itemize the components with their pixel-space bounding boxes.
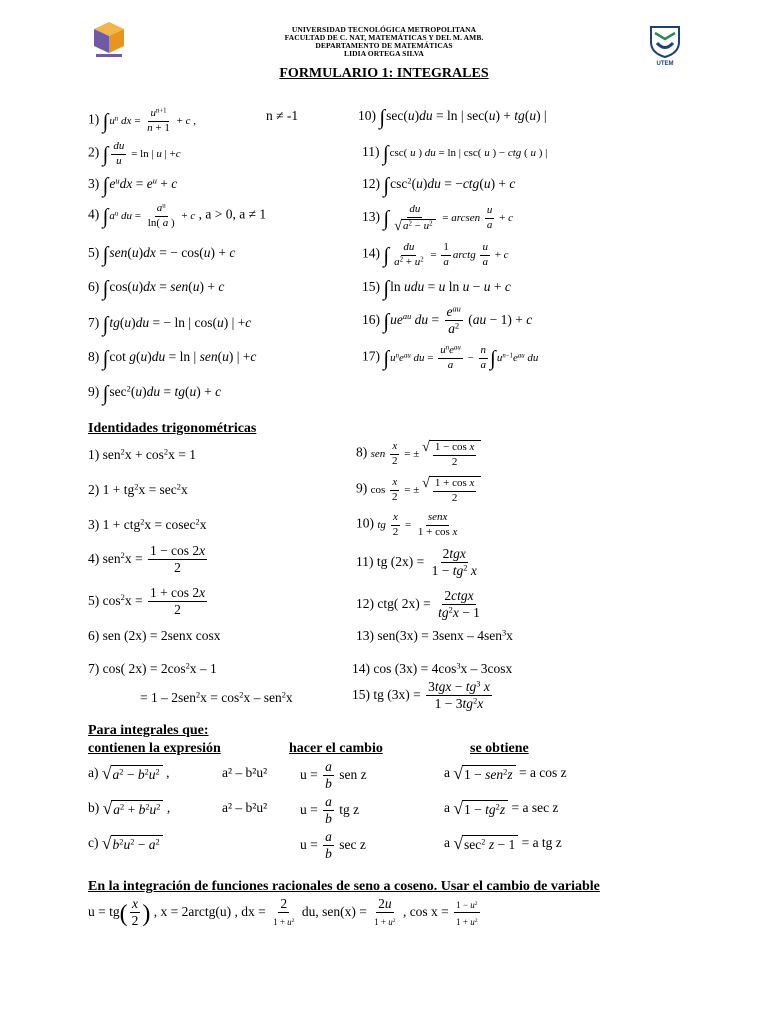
trig-5: 5) $\cos^2x$ = $\frac{1 + \cos 2x}{2}$ xyxy=(88,585,206,618)
subst-heading-4: se obtiene xyxy=(470,741,529,756)
subst-row-a-change: u = $\frac{a}{b}$ sen z xyxy=(300,759,367,792)
integral-16: 16) $\int ue^{au}$ du = $\frac{e^{au}}{a^2}$ (au − 1) + c xyxy=(362,304,533,337)
rational-heading: En la integración de funciones racionales de seno a coseno. Usar el cambio de variable xyxy=(88,879,600,894)
page-title: FORMULARIO 1: INTEGRALES xyxy=(279,66,489,81)
integral-7: 7) ∫tg(u)du = − ln | cos(u) | +c xyxy=(88,312,252,336)
integral-4-condition: , a > 0, a ≠ 1 xyxy=(198,206,267,222)
subst-row-a-expression: a) √ $a^2 - b^2u^2$ , xyxy=(88,763,170,783)
rational-substitution: u = tg( $\frac{x}{2}$ ) , x = 2arctg(u) , dx = $\frac{2}{1 + u^2}$ du, sen(x) = $\frac{2u}{1 + u^2}$ , cos x = $\frac{1 - u^2}{1 + u^2}$ xyxy=(88,896,478,929)
utem-logo-text: UTEM xyxy=(656,61,674,67)
subst-row-c-result: a √ $\sec^2 z - 1$ = a tg z xyxy=(444,833,562,853)
trig-heading: Identidades trigonométricas xyxy=(88,421,257,436)
integral-4: 4) $\int a^u$ du = $\frac{a^u}{\ln( a )}$ + c , a > 0, a ≠ 1 xyxy=(88,202,267,229)
subst-row-b-change: u = $\frac{a}{b}$ tg z xyxy=(300,794,360,827)
integral-1: 1) $\int u^n$ dx = $\frac{u^{n+1}}{n + 1}$ + c , xyxy=(88,107,196,134)
trig-1: 1) $sen^2x + \cos^2x = 1$ xyxy=(88,447,196,462)
trig-2: 2) $1 + tg^2x = \sec^2x$ xyxy=(88,482,188,497)
subst-heading-1: Para integrales que: xyxy=(88,723,209,738)
integral-12: 12) $\int\csc^2(u)du = -ctg(u) + c$ xyxy=(362,173,516,197)
integral-14: 14) ∫ $\frac{du}{a^2 + u^2}$ = $\frac{1}{a}$ arctg $\frac{u}{a}$ + c xyxy=(362,241,509,268)
trig-4: 4) sen$^2$x = $\frac{1 - \cos 2x}{2}$ xyxy=(88,543,206,576)
integral-10: 10) ∫sec(u)du = ln | sec(u) + tg(u) | xyxy=(358,105,547,129)
trig-11: 11) tg (2x) = $\frac{\text{2tgx}}{1 - tg^2 x}$ xyxy=(356,546,477,579)
integral-8: 8) ∫cot g(u)du = ln | sen(u) | +c xyxy=(88,346,257,370)
integral-5: 5) ∫sen(u)dx = − cos(u) + c xyxy=(88,242,236,266)
header-university: UNIVERSIDAD TECNOLÓGICA METROPOLITANA xyxy=(291,25,477,34)
subst-heading-3: hacer el cambio xyxy=(289,741,383,756)
integral-1-condition: n ≠ -1 xyxy=(266,108,299,123)
integral-11: 11) ∫csc( u ) du = ln | csc( u ) − ctg ( u ) | xyxy=(362,141,548,165)
header-faculty: FACULTAD DE C. NAT, MATEMÁTICAS Y DEL M. AMB. xyxy=(284,33,484,42)
trig-12: 12) ctg( 2x) = $\frac{\text{2ctgx}}{tg^2x - 1}$ xyxy=(356,588,480,621)
integral-17: 17) $\int u^ne^{au}$ du = $\frac{u^ne^{au}}{a}$ − $\frac{n}{a}$ $\int u^{n-1}e^{au}$ du xyxy=(362,344,539,371)
trig-14: 14) $\cos (3x) = 4\cos^3x - 3\cos x$ xyxy=(352,661,513,676)
subst-row-b-relation: a² – b²u² xyxy=(222,800,268,815)
subst-row-b-result: a √ $1 - tg^2z$ = a sec z xyxy=(444,798,559,818)
trig-10: 10) tg $\frac{x}{2}$ = $\frac{\text{senx}}{\text{1 + cos x}}$ xyxy=(356,511,458,538)
subst-row-b-expression: b) √ $a^2 + b^2u^2$ , xyxy=(88,798,171,818)
trig-6: 6) sen (2x) = 2senx cosx xyxy=(88,628,221,643)
trig-15: 15) tg (3x) = $\frac{3tgx - tg^3 x}{1 - 3tg^2x}$ xyxy=(352,679,490,712)
trig-7: 7) cos( $2x) = 2\cos^2x - 1$ xyxy=(88,661,217,676)
integral-9: 9) $\int\sec^2(u)du = tg(u) + c$ xyxy=(88,381,222,405)
header-department: DEPARTAMENTO DE MATEMÁTICAS xyxy=(315,41,453,50)
subst-row-c-expression: c) √ $b^2u^2 - a^2$ xyxy=(88,835,163,853)
integral-3: 3) $\int e^udx = e^u + c$ xyxy=(88,173,178,197)
integral-2: 2) ∫ $\frac{du}{u}$ = ln | u | +c xyxy=(88,140,181,167)
trig-13: 13) sen(3x) = 3senx – 4sen$^3$x xyxy=(356,628,513,643)
subst-row-a-relation: a² – b²u² xyxy=(222,765,268,780)
header-author: LIDIA ORTEGA SILVA xyxy=(344,49,424,58)
subst-row-c-change: u = $\frac{a}{b}$ sec z xyxy=(300,829,366,862)
subst-heading-2: contienen la expresión xyxy=(88,741,221,756)
trig-8: 8) sen $\frac{x}{2}$ = ± √ $\frac{\text{1 − cos x}}{2}$ xyxy=(356,440,481,468)
integral-13: 13) ∫ du √ $a^2 - u^2$ = arcsen $\frac{u}{a}$ + c xyxy=(362,203,514,234)
integral-15: 15) ∫ln udu = u ln u − u + c xyxy=(362,276,511,300)
trig-7-cont: = $1 - 2sen^2x = \cos^2x - sen^2x$ xyxy=(140,690,293,705)
trig-9: 9) cos $\frac{x}{2}$ = ± √ $\frac{\text{1 + cos x}}{2}$ xyxy=(356,476,481,504)
integral-6: 6) ∫cos(u)dx = sen(u) + c xyxy=(88,276,225,300)
trig-3: 3) 1 + ctg$^2$x = cosec$^2$x xyxy=(88,517,207,532)
subst-row-a-result: a √ 1 − sen$^2$z = a cos z xyxy=(444,763,567,783)
